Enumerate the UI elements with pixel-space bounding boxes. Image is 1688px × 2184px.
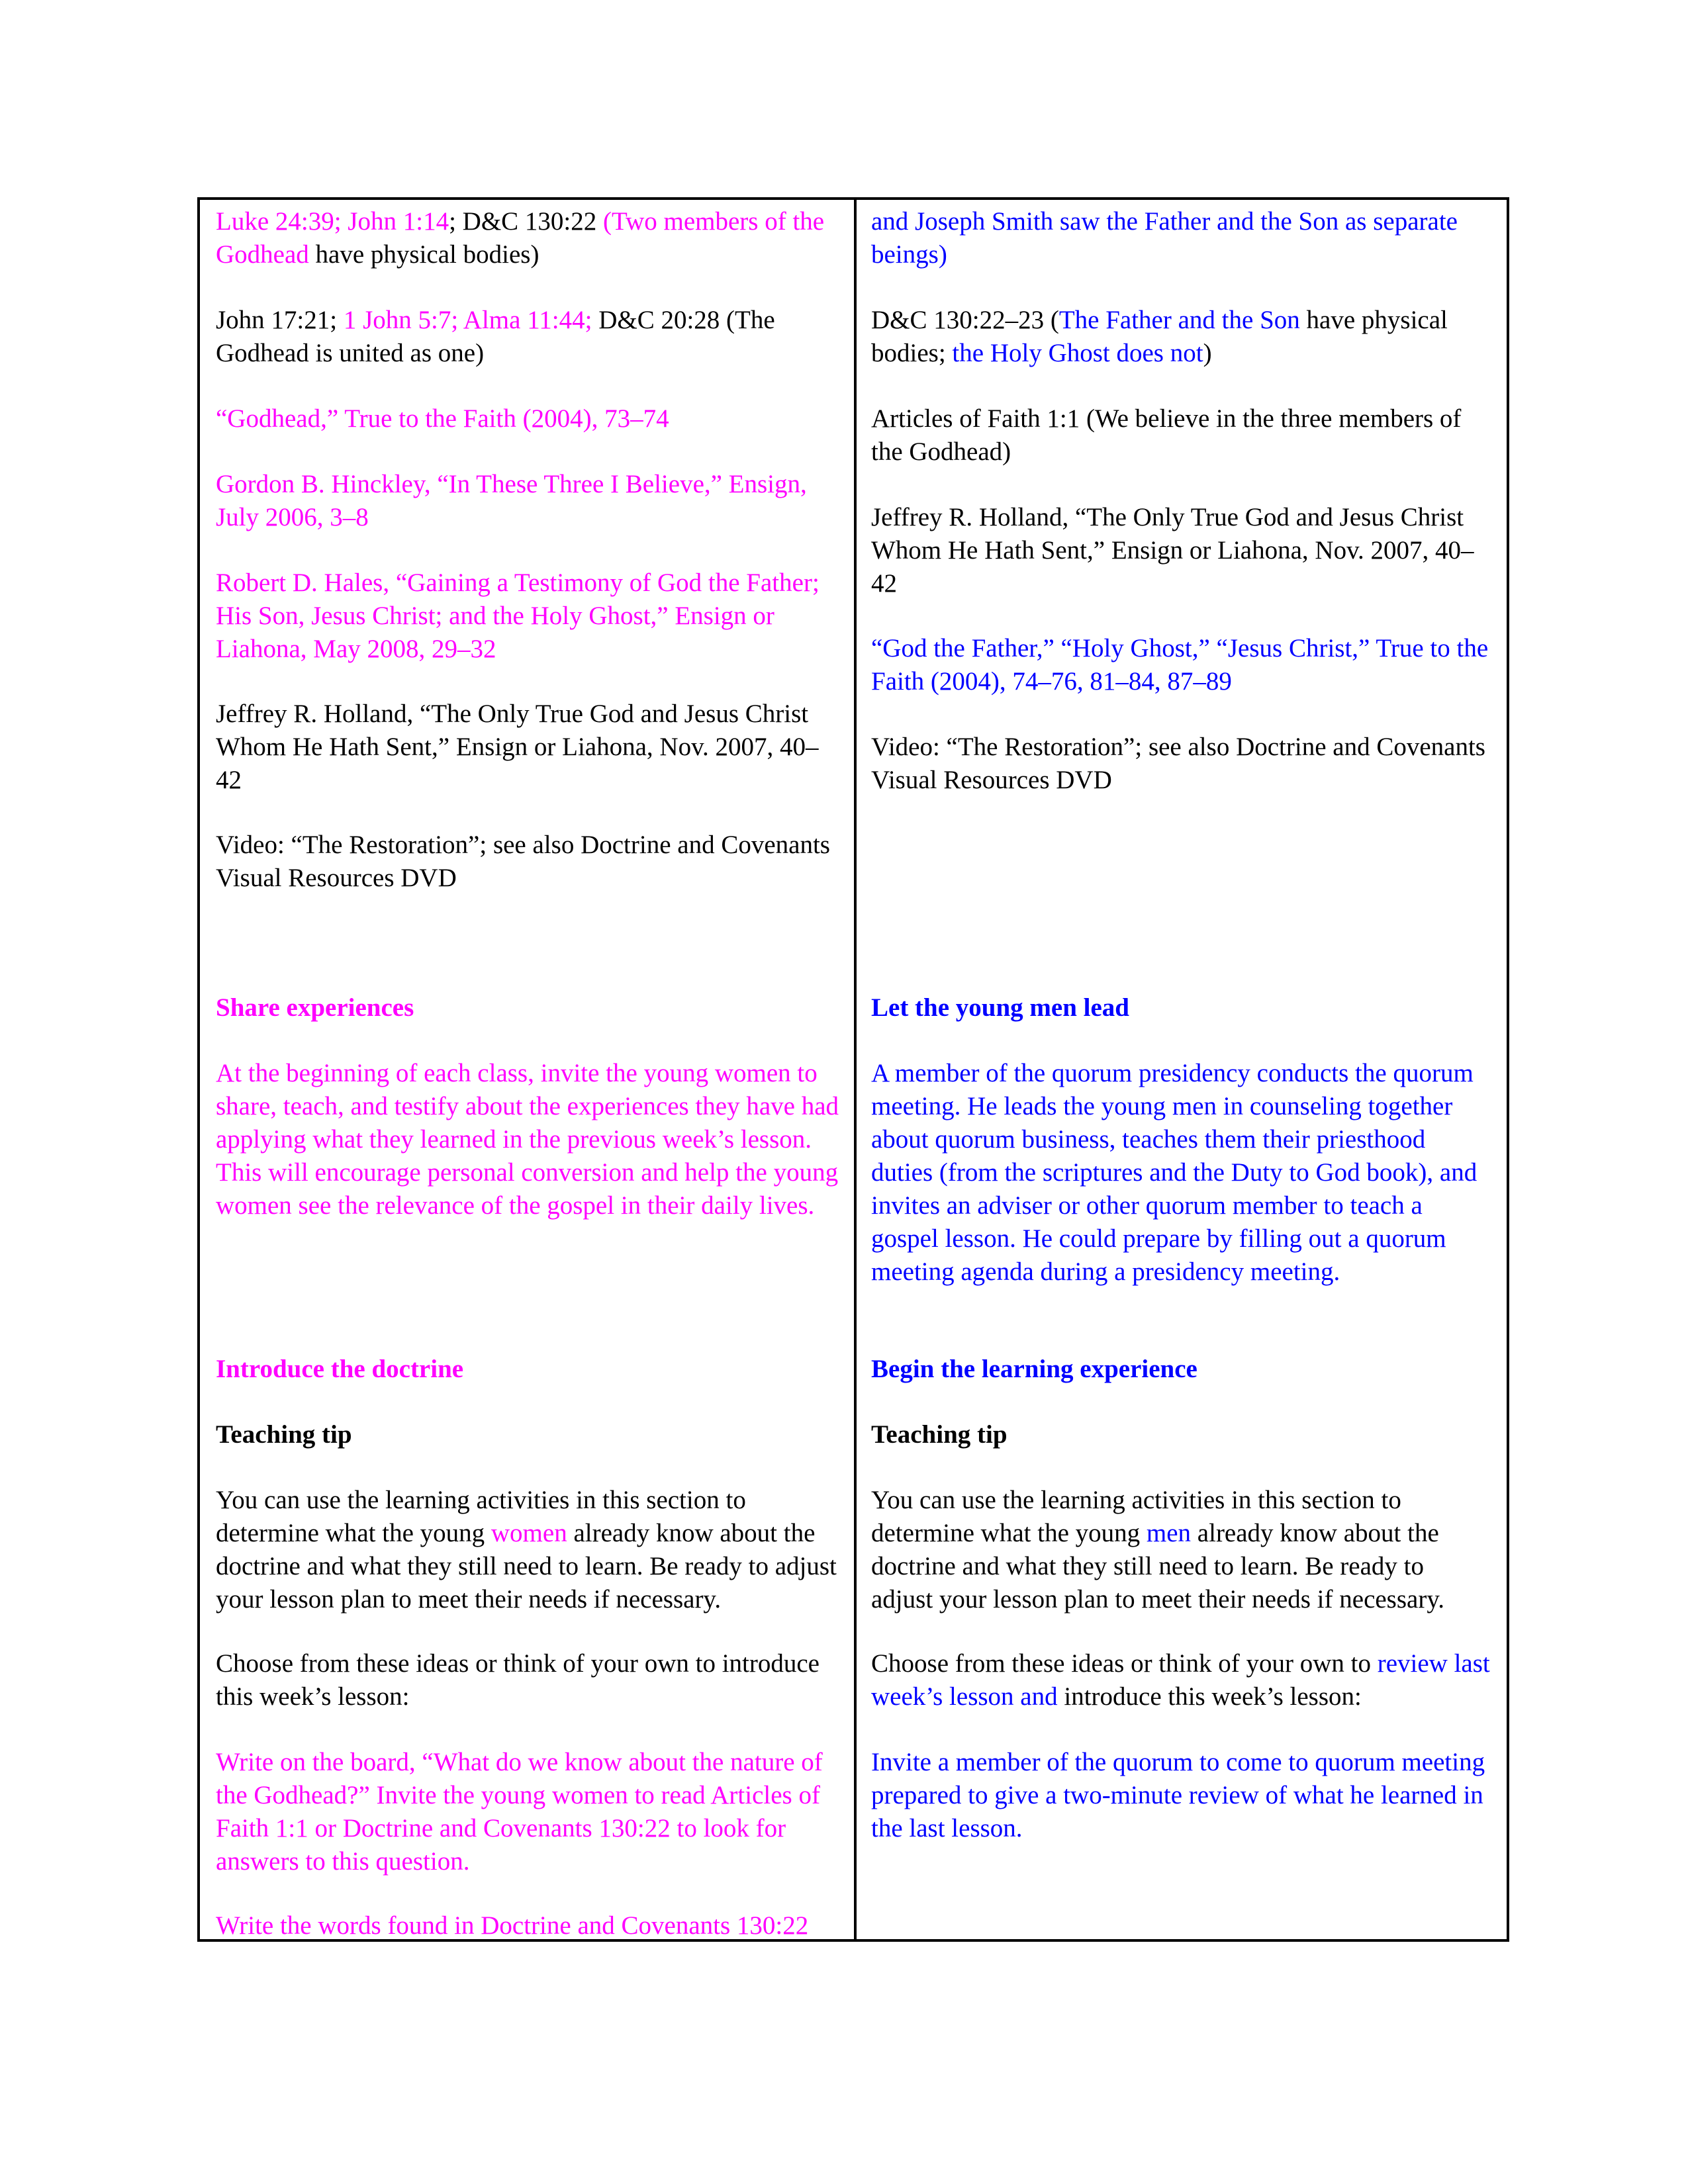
left-video-reference: Video: “The Restoration”; see also Doctrine and Covenants Visual Resources DVD (216, 831, 830, 892)
left-heading-teaching-tip: Teaching tip (216, 1420, 352, 1449)
scripture-ref: ; D&C 130:22 (449, 207, 604, 236)
left-reference-holland: Jeffrey R. Holland, “The Only True God and Jesus Christ Whom He Hath Sent,” Ensign or Liahona, Nov. 2007, 40–42 (216, 700, 819, 794)
tip-text: already know about the doctrine and what they still need to learn. Be ready to adjust your lesson plan to meet their needs if necessary. (216, 1519, 837, 1614)
note-text: D&C 20:28 (The Godhead is united as one) (216, 306, 775, 367)
scripture-ref: 1 John 5:7; Alma 11:44; (343, 306, 592, 334)
left-activity-write-board: Write on the board, “What do we know about the nature of the Godhead?” Invite the young women to read Articles of Faith 1:1 or Doctrine and Covenants 130:22 to look for answers to this question. (216, 1748, 823, 1876)
choose-text: introduce this week’s lesson: (1057, 1682, 1362, 1711)
choose-highlight: review last week’s lesson and (871, 1649, 1490, 1711)
tip-text: already know about the doctrine and what they still need to learn. Be ready to adjust your lesson plan to meet their needs if necessary. (871, 1519, 1445, 1614)
left-activity-write-words: Write the words found in Doctrine and Covenants 130:22 (216, 1911, 809, 1940)
tip-highlight: women (491, 1519, 567, 1547)
right-articles-of-faith: Articles of Faith 1:1 (We believe in the three members of the Godhead) (871, 404, 1462, 466)
right-young-men-lead-text: A member of the quorum presidency conducts the quorum meeting. He leads the young men in counseling together about quorum business, teaches them their priesthood duties (from the scriptures and the Duty to God book), and invites an adviser or other quorum member to teach a gospel lesson. He could prepare by filling out a quorum meeting agenda during a presidency meeting. (871, 1059, 1477, 1286)
right-reference-holland: Jeffrey R. Holland, “The Only True God and Jesus Christ Whom He Hath Sent,” Ensign or Liahona, Nov. 2007, 40–42 (871, 503, 1474, 598)
left-heading-introduce-doctrine: Introduce the doctrine (216, 1355, 464, 1383)
tip-text: You can use the learning activities in this section to determine what the young (216, 1486, 746, 1547)
left-scripture-united (216, 304, 841, 370)
note-text: (Two members of the Godhead (216, 207, 825, 269)
left-choose-ideas-text: Choose from these ideas or think of your own to introduce this week’s lesson: (216, 1649, 820, 1711)
right-choose-ideas-text (871, 1647, 1491, 1713)
scripture-ref: John 17:21; (216, 306, 344, 334)
right-scripture-bodies (871, 304, 1491, 370)
scripture-ref: Luke 24:39; John 1:14 (216, 207, 449, 236)
note-text: ) (1203, 339, 1212, 367)
note-text: have physical bodies; (871, 306, 1448, 367)
note-text: have physical bodies) (308, 240, 539, 269)
right-continued-text: and Joseph Smith saw the Father and the Son as separate beings) (871, 207, 1458, 269)
left-teaching-tip-text (216, 1484, 841, 1616)
left-scripture-bodies (216, 205, 841, 271)
left-reference-hales: Robert D. Hales, “Gaining a Testimony of God the Father; His Son, Jesus Christ; and the Holy Ghost,” Ensign or Liahona, May 2008, 29–32 (216, 569, 820, 663)
right-reference-true-to-faith: “God the Father,” “Holy Ghost,” “Jesus Christ,” True to the Faith (2004), 74–76, 81–84, 87–89 (871, 634, 1489, 696)
left-reference-true-to-faith: “Godhead,” True to the Faith (2004), 73–74 (216, 404, 669, 433)
comparison-table (197, 197, 1509, 1942)
choose-text: Choose from these ideas or think of your own to (871, 1649, 1378, 1678)
note-highlight: The Father and the Son (1058, 306, 1300, 334)
right-heading-begin-learning: Begin the learning experience (871, 1355, 1197, 1383)
note-highlight: the Holy Ghost does not (952, 339, 1203, 367)
scripture-ref: D&C 130:22–23 ( (871, 306, 1059, 334)
right-heading-teaching-tip: Teaching tip (871, 1420, 1008, 1449)
right-activity-invite-member: Invite a member of the quorum to come to quorum meeting prepared to give a two-minute review of what he learned in the last lesson. (871, 1748, 1485, 1843)
tip-text: You can use the learning activities in this section to determine what the young (871, 1486, 1401, 1547)
left-reference-hinckley: Gordon B. Hinckley, “In These Three I Believe,” Ensign, July 2006, 3–8 (216, 470, 807, 531)
left-share-experiences-text: At the beginning of each class, invite the young women to share, teach, and testify about the experiences they have had applying what they learned in the previous week’s lesson. This will encourage personal conversion and help the young women see the relevance of the gospel in their daily lives. (216, 1059, 839, 1220)
right-teaching-tip-text (871, 1484, 1491, 1616)
right-heading-young-men-lead: Let the young men lead (871, 993, 1129, 1022)
right-video-reference: Video: “The Restoration”; see also Doctrine and Covenants Visual Resources DVD (871, 733, 1485, 794)
column-divider (854, 200, 857, 1939)
tip-highlight: men (1146, 1519, 1192, 1547)
left-heading-share-experiences: Share experiences (216, 993, 414, 1022)
